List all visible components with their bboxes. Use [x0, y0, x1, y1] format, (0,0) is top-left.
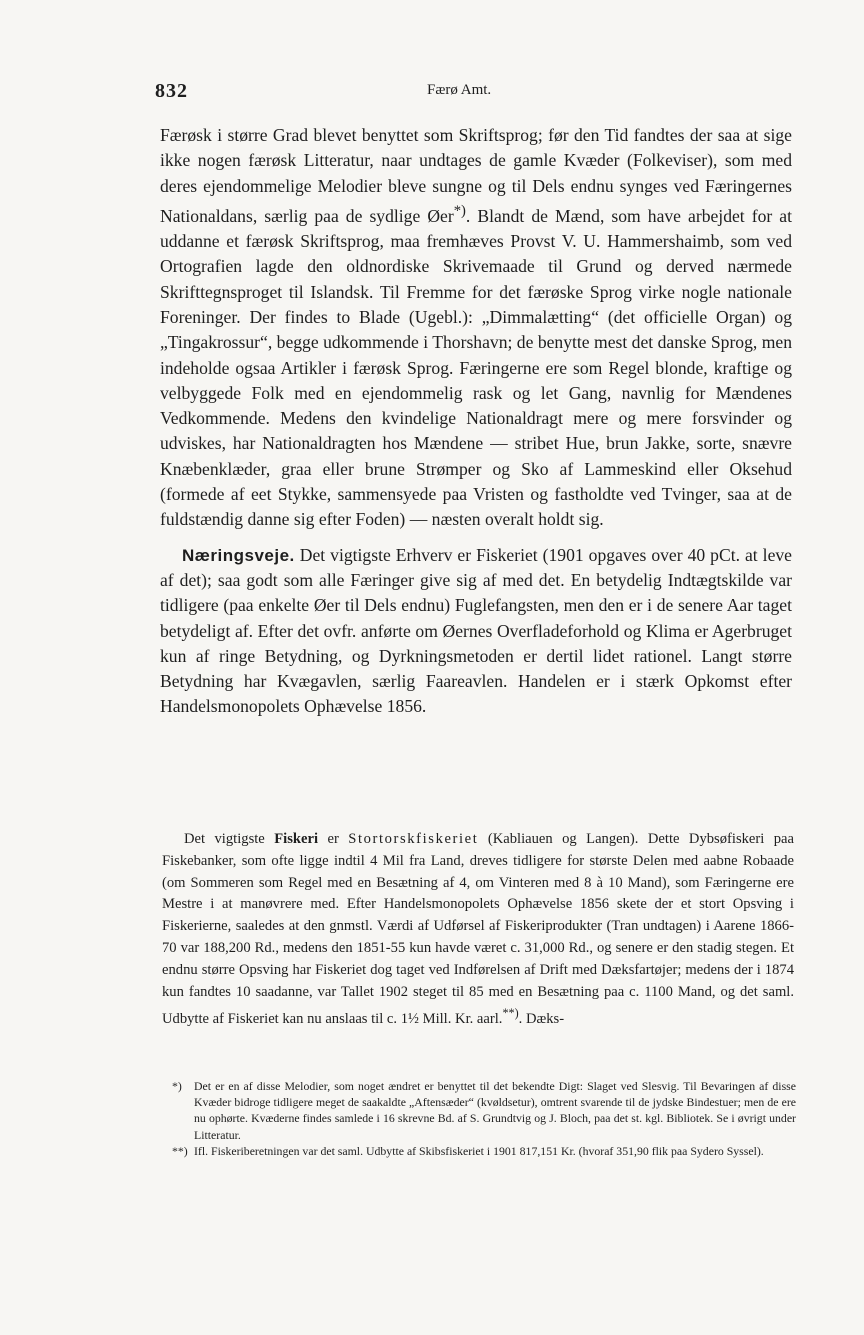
section-text: Det vigtigste Erhverv er Fiskeriet (1901 opgaves over 40 pCt. at leve af det); saa godt som alle Færinger give sig af med det. En betydelig Indtægtskilde var tidligere (paa enkelte Øer til Dels endnu) Fuglefangsten, men den er i de senere Aar taget betydeligt af. Efter det ovfr. anførte om Øernes Overfladeforhold og Klima er Agerbruget kun af ringe Betydning, og Dyrkningsmetoden er dertil lidet rationel. Langt større Betydning har Kvægavlen, særlig Faareavlen. Handelen er i stærk Opkomst efter Handelsmonopolets Ophævelse 1856.	[160, 544, 792, 717]
paragraph-language	[160, 123, 792, 533]
paragraph-fiskeri	[162, 829, 794, 1031]
running-title: Færø Amt.	[427, 82, 492, 98]
footnote-reference: **)	[502, 1006, 519, 1021]
bold-term: Fiskeri	[274, 831, 319, 847]
small-text-er: er	[327, 831, 339, 847]
footnote	[172, 1143, 796, 1159]
small-text-tail: . Dæks-	[518, 1011, 565, 1028]
section-heading: Næringsveje.	[182, 545, 295, 565]
small-text-intro: Det vigtigste	[184, 831, 265, 847]
small-text-body: (Kabliauen og Langen). Dette Dybsøfiskeri paa Fiskebanker, som ofte ligge indtil 4 Mil fra Land, dreves tidligere for største Delen med aabne Robaade (om Sommeren som Regel med en Besætning af 4, om Vinteren med 8 à 10 Mand), som Færingerne ere Mestre i at manøvrere med. Efter Handelsmonopolets Ophævelse 1856 skete der et stort Opsving i Fiskerierne, saaledes at den gnmstl. Værdi af Udførsel af Fiskeriprodukter (Tran undtagen) i Aarene 1866-70 var 188,200 Rd., medens den 1851-55 kun havde været c. 31,000 Rd., og senere er den stadig stegen. Et endnu større Opsving har Fiskeriet dog taget ved Indførelsen af Drift med Dæksfartøjer; medens der i 1874 kun fandtes 10 saadanne, var Tallet 1902 steget til 85 med en Besætning paa c. 1100 Mand, og det saml. Udbytte af Fiskeriet kan nu anslaas til c. 1½ Mill. Kr. aarl.	[162, 831, 795, 1028]
main-text	[160, 123, 792, 720]
footnote-mark: **)	[172, 1143, 188, 1158]
paragraph-text: . Blandt de Mænd, som have arbejdet for at uddanne et færøsk Skriftsprog, maa fremhæves Provst V. U. Hammershaimb, som ved Ortografien lagde den oldnordiske Skrivemaade til Grund og derved nærmede Skrifttegnsproget til Islandsk. Til Fremme for det færøske Sprog virke nogle nationale Foreninger. Der findes to Blade (Ugebl.): „Dimmalætting“ (det officielle Organ) og „Tingakrossur“, begge udkommende i Thorshavn; de benytte mest det danske Sprog, men indeholde ogsaa Artikler i færøsk Sprog. Færingerne ere som Regel blonde, kraftige og velbyggede Folk med en ejendommelig rask og let Gang, navnlig for Mændenes Vedkommende. Medens den kvindelige Nationaldragt mere og mere forsvinder og udviskes, har Nationaldragten hos Mændene — stribet Hue, brun Jakke, sorte, snævre Knæbenklæder, graa eller brune Strømper og Sko af Lammeskind eller Oksehud (formede af eet Stykke, sammensyede paa Vristen og fastholdte ved Tvinger, saa at de fuldstændig danne sig efter Foden) — næsten overalt holdt sig.	[160, 205, 792, 530]
footnotes	[172, 1078, 796, 1159]
footnote-mark: *)	[172, 1079, 182, 1093]
spaced-term: Stortorskfiskeriet	[348, 831, 479, 847]
page-header	[155, 80, 795, 106]
paragraph-naeringsveje	[160, 543, 792, 720]
footnote-reference: *)	[453, 202, 466, 219]
footnote	[172, 1078, 796, 1143]
footnote-text: Ifl. Fiskeriberetningen var det saml. Udbytte af Skibsfiskeriet i 1901 817,151 Kr. (hvoraf 351,90 flik paa Sydero Syssel).	[194, 1143, 764, 1158]
footnote-text: Det er en af disse Melodier, som noget ændret er benyttet til det bekendte Digt: Slaget ved Slesvig. Til Bevaringen af disse Kvæder bidroge tidligere meget de saakaldte „Aftensæder“ (kvøldsetur), omtrent svarende til de jydske Bindestuer; men de ere nu ophørte. Kvæderne findes samlede i 16 skrevne Bd. af S. Grundtvig og J. Bloch, paa det st. kgl. Bibliotek. Se i øvrigt under Litteratur.	[194, 1079, 796, 1142]
paragraph-text: Færøsk i større Grad blevet benyttet som Skriftsprog; før den Tid fandtes der saa at sige ikke nogen færøsk Litteratur, naar undtages de gamle Kvæder (Folkeviser), som med deres ejendommelige Melodier bleve sungne og til Dels endnu synges ved Færingernes Nationaldans, særlig paa de sydlige Øer	[160, 125, 792, 226]
page-number: 832	[155, 80, 188, 102]
